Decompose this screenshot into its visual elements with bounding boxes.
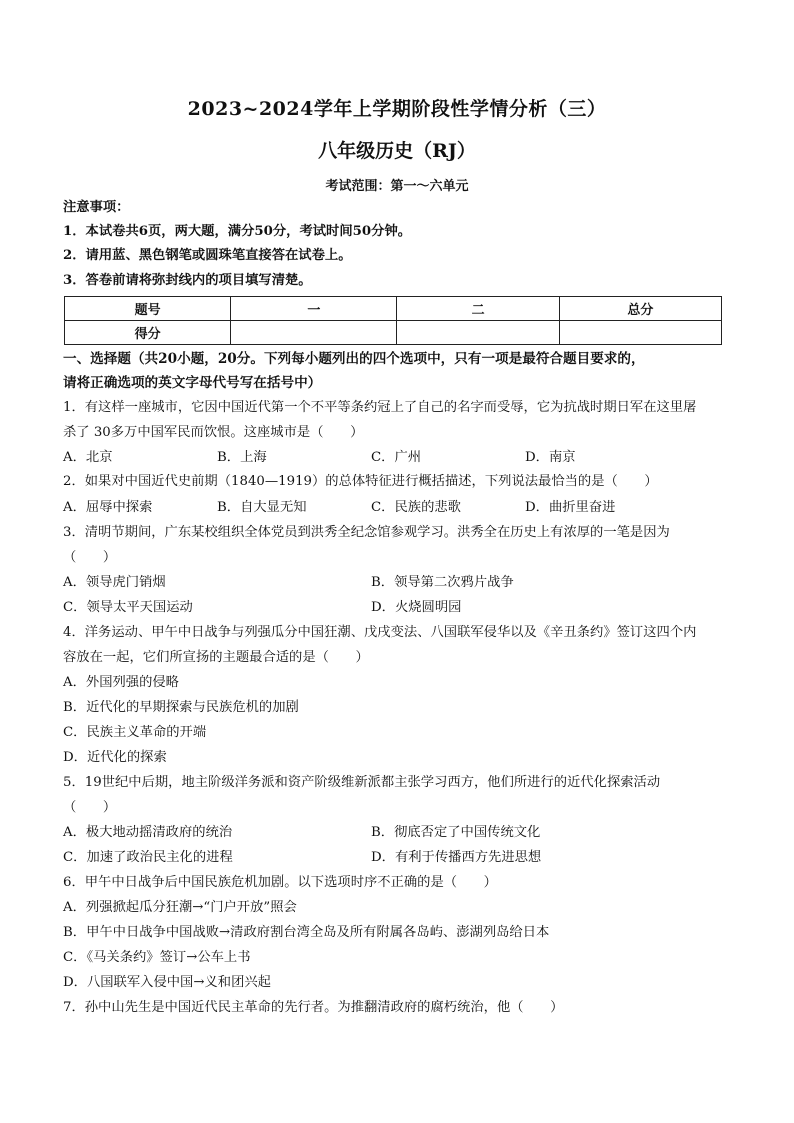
question-1-option-b[interactable]: B．上海 (217, 450, 267, 465)
question-6-option-d[interactable]: D．八国联军入侵中国→义和团兴起 (63, 975, 271, 990)
score-table-header-row (65, 297, 722, 321)
question-4-option-a[interactable]: A．外国列强的侵略 (63, 675, 179, 690)
section-heading-line-2: 请将正确选项的英文字母代号写在括号中） (63, 375, 322, 391)
score-input-cell[interactable] (559, 321, 721, 345)
question-1-option-d[interactable]: D．南京 (525, 450, 576, 465)
score-header-cell: 一 (231, 297, 397, 321)
question-3-line-2: （ ） (63, 550, 117, 565)
exam-title: 2023~2024学年上学期阶段性学情分析（三） (187, 98, 607, 120)
score-input-cell[interactable] (397, 321, 559, 345)
score-input-cell[interactable] (231, 321, 397, 345)
question-2-option-a[interactable]: A．屈辱中探索 (63, 500, 153, 515)
question-4-line-1: 4．洋务运动、甲午中日战争与列强瓜分中国狂潮、戊戌变法、八国联军侵华以及《辛丑条约》签订这四个内 (63, 625, 697, 640)
question-5-option-d[interactable]: D．有利于传播西方先进思想 (371, 850, 542, 865)
question-5-line-2: （ ） (63, 800, 117, 815)
question-2-option-c[interactable]: C．民族的悲歌 (371, 500, 461, 515)
note-item-3: 3．答卷前请将弥封线内的项目填写清楚。 (63, 273, 312, 288)
question-7-line-1: 7．孙中山先生是中国近代民主革命的先行者。为推翻清政府的腐朽统治，他（ ） (63, 1000, 564, 1015)
score-header-cell: 题号 (65, 297, 231, 321)
question-1-option-c[interactable]: C．广州 (371, 450, 422, 465)
score-row-label: 得分 (65, 321, 231, 345)
question-5-option-a[interactable]: A．极大地动摇清政府的统治 (63, 825, 233, 840)
score-table-score-row (65, 321, 722, 345)
question-5-line-1: 5．19世纪中后期，地主阶级洋务派和资产阶级维新派都主张学习西方，他们所进行的近代化探索活动 (63, 775, 661, 790)
question-1-line-2: 杀了 30多万中国军民而饮恨。这座城市是（ ） (63, 425, 364, 440)
exam-range: 考试范围：第一～六单元 (325, 179, 469, 194)
question-3-option-c[interactable]: C．领导太平天国运动 (63, 600, 193, 615)
question-2-option-b[interactable]: B．自大显无知 (217, 500, 307, 515)
score-header-cell: 二 (397, 297, 559, 321)
question-6-option-c[interactable]: C．《马关条约》签订→公车上书 (63, 950, 251, 965)
question-5-option-c[interactable]: C．加速了政治民主化的进程 (63, 850, 233, 865)
note-item-2: 2．请用蓝、黑色钢笔或圆珠笔直接答在试卷上。 (63, 248, 352, 263)
question-3-option-d[interactable]: D．火烧圆明园 (371, 600, 462, 615)
question-6-option-a[interactable]: A．列强掀起瓜分狂潮→“门户开放”照会 (63, 900, 297, 915)
question-3-line-1: 3．清明节期间，广东某校组织全体党员到洪秀全纪念馆参观学习。洪秀全在历史上有浓厚的一笔是因为 (63, 525, 670, 540)
section-heading-line-1: 一、选择题（共20小题，20分。下列每小题列出的四个选项中，只有一项是最符合题目要求的， (63, 351, 645, 367)
exam-subtitle: 八年级历史（RJ） (318, 140, 476, 162)
question-1-option-a[interactable]: A．北京 (63, 450, 113, 465)
question-1-line-1: 1．有这样一座城市，它因中国近代第一个不平等条约冠上了自己的名字而受辱，它为抗战时期日军在这里屠 (63, 400, 697, 415)
question-2-option-d[interactable]: D．曲折里奋进 (525, 500, 616, 515)
score-header-cell: 总分 (559, 297, 721, 321)
note-item-1: 1．本试卷共6页，两大题，满分50分，考试时间50分钟。 (63, 224, 412, 239)
question-4-line-2: 容放在一起，它们所宣扬的主题最合适的是（ ） (63, 650, 369, 665)
score-table (64, 296, 722, 345)
question-3-option-a[interactable]: A．领导虎门销烟 (63, 575, 166, 590)
question-4-option-b[interactable]: B．近代化的早期探索与民族危机的加剧 (63, 700, 299, 715)
question-3-option-b[interactable]: B．领导第二次鸦片战争 (371, 575, 514, 590)
question-6-option-b[interactable]: B．甲午中日战争中国战败→清政府割台湾全岛及所有附属各岛屿、澎湖列岛给日本 (63, 925, 550, 940)
question-5-option-b[interactable]: B．彻底否定了中国传统文化 (371, 825, 541, 840)
question-4-option-c[interactable]: C．民族主义革命的开端 (63, 725, 207, 740)
question-4-option-d[interactable]: D．近代化的探索 (63, 750, 167, 765)
question-2-line-1: 2．如果对中国近代史前期（1840—1919）的总体特征进行概括描述，下列说法最恰当的是（ ） (63, 474, 658, 489)
notes-heading: 注意事项： (63, 200, 130, 215)
question-6-line-1: 6．甲午中日战争后中国民族危机加剧。以下选项时序不正确的是（ ） (63, 875, 497, 890)
